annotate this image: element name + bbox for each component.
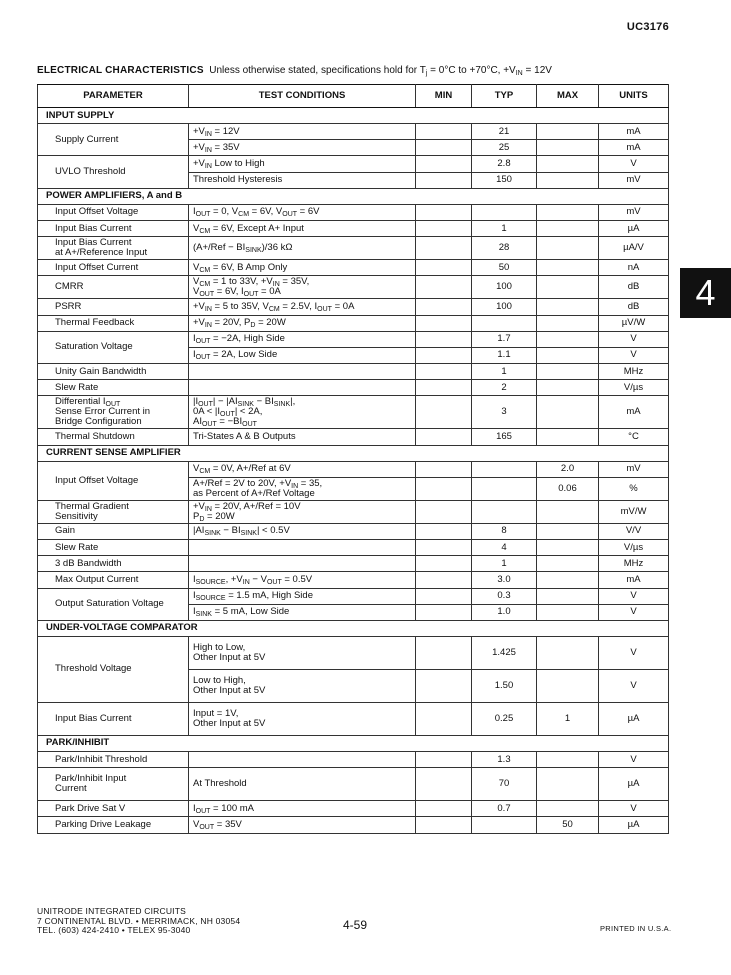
footer-street: 7 CONTINENTAL BLVD. • MERRIMACK, NH 03054: [37, 915, 241, 926]
table-row: [38, 237, 669, 260]
unit-cell: dB: [599, 299, 669, 315]
unit-cell: V: [599, 331, 669, 347]
unit-cell: MHz: [599, 364, 669, 380]
typ-cell: 1: [472, 556, 537, 572]
cond-cell: $(A+/Ref - BI_{SINK})/36$ kΩ: [189, 237, 416, 260]
param-cell: Park Drive Sat V: [38, 801, 189, 817]
cond-cell: $V_{CM} = 0V$, A+/Ref at 6V: [189, 461, 416, 477]
param-cell: Unity Gain Bandwidth: [38, 364, 189, 380]
section-row: [38, 108, 669, 124]
col-min: MIN: [416, 85, 472, 108]
section-title: INPUT SUPPLY: [38, 108, 669, 124]
unit-cell: V: [599, 801, 669, 817]
param-cell: Threshold Voltage: [38, 636, 189, 702]
section-title: CURRENT SENSE AMPLIFIER: [38, 445, 669, 461]
cond-cell: $I_{OUT} = -2A$, High Side: [189, 331, 416, 347]
page-number: 4-59: [343, 918, 368, 932]
unit-cell: °C: [599, 429, 669, 445]
param-cell: Saturation Voltage: [38, 331, 189, 363]
unit-cell: mV: [599, 461, 669, 477]
electrical-characteristics-table: [37, 84, 669, 834]
unit-cell: mA: [599, 572, 669, 588]
typ-cell: 0.7: [472, 801, 537, 817]
typ-cell: 2: [472, 380, 537, 396]
param-cell: UVLO Threshold: [38, 156, 189, 188]
typ-cell: 25: [472, 140, 537, 156]
col-max: MAX: [537, 85, 599, 108]
table-row: [38, 315, 669, 331]
typ-cell: 1: [472, 220, 537, 236]
typ-cell: 1.7: [472, 331, 537, 347]
table-row: [38, 523, 669, 539]
table-row: [38, 556, 669, 572]
part-number: UC3176: [626, 21, 669, 33]
section-title: PARK/INHIBIT: [38, 735, 669, 751]
section-row: [38, 188, 669, 204]
typ-cell: 21: [472, 124, 537, 140]
cond-cell: Threshold Hysteresis: [189, 172, 416, 188]
cond-cell: $+V_{IN} = 35V$: [189, 140, 416, 156]
param-cell: Slew Rate: [38, 380, 189, 396]
col-typ: TYP: [472, 85, 537, 108]
cond-cell: $|AI_{SINK} - BI_{SINK}| < 0.5V$: [189, 523, 416, 539]
table-row: [38, 636, 669, 669]
typ-cell: 1: [472, 364, 537, 380]
typ-cell: 100: [472, 299, 537, 315]
cond-cell: $I_{OUT} = 100$ mA: [189, 801, 416, 817]
typ-cell: 1.1: [472, 347, 537, 363]
unit-cell: V: [599, 669, 669, 702]
unit-cell: V/V: [599, 523, 669, 539]
param-cell: Park/Inhibit Threshold: [38, 751, 189, 767]
footer-address: [37, 907, 240, 936]
cond-cell: $+V_{IN} = 5$ to 35V, $V_{CM} = 2.5V$, $I_{OUT} = 0A$: [189, 299, 416, 315]
table-row: [38, 204, 669, 220]
typ-cell: 3: [472, 396, 537, 429]
cond-cell: Low to High, Other Input at 5V: [189, 669, 416, 702]
cond-cell: High to Low, Other Input at 5V: [189, 636, 416, 669]
typ-cell: 1.0: [472, 604, 537, 620]
param-cell: Park/Inhibit Input Current: [38, 768, 189, 801]
cond-cell: A+/Ref = 2V to 20V, $+V_{IN} = 35$, as Percent of A+/Ref Voltage: [189, 477, 416, 500]
col-units: UNITS: [599, 85, 669, 108]
table-row: [38, 572, 669, 588]
unit-cell: V: [599, 588, 669, 604]
table-row: [38, 331, 669, 347]
cond-cell: $V_{CM} = 6V$, Except A+ Input: [189, 220, 416, 236]
cond-cell: $V_{OUT} = 35V$: [189, 817, 416, 833]
unit-cell: V: [599, 156, 669, 172]
footer-company: UNITRODE INTEGRATED CIRCUITS: [37, 906, 187, 916]
param-cell: 3 dB Bandwidth: [38, 556, 189, 572]
section-title: POWER AMPLIFIERS, A and B: [38, 188, 669, 204]
param-cell: Gain: [38, 523, 189, 539]
param-cell: Input Offset Voltage: [38, 204, 189, 220]
section-title: UNDER-VOLTAGE COMPARATOR: [38, 620, 669, 636]
param-cell: Supply Current: [38, 124, 189, 156]
table-row: [38, 429, 669, 445]
unit-cell: nA: [599, 260, 669, 276]
unit-cell: V/µs: [599, 540, 669, 556]
table-row: [38, 156, 669, 172]
col-test-conditions: TEST CONDITIONS: [189, 85, 416, 108]
unit-cell: mA: [599, 124, 669, 140]
section-tab: 4: [680, 268, 731, 318]
param-cell: Input Bias Current at A+/Reference Input: [38, 237, 189, 260]
table-row: [38, 260, 669, 276]
heading-title: ELECTRICAL CHARACTERISTICS: [37, 65, 204, 76]
table-row: [38, 702, 669, 735]
unit-cell: V: [599, 636, 669, 669]
max-cell: 1: [537, 702, 599, 735]
unit-cell: V: [599, 347, 669, 363]
typ-cell: 2.8: [472, 156, 537, 172]
typ-cell: 1.425: [472, 636, 537, 669]
typ-cell: 3.0: [472, 572, 537, 588]
param-cell: Input Offset Current: [38, 260, 189, 276]
printed-notice: PRINTED IN U.S.A.: [600, 924, 672, 933]
param-cell: Input Bias Current: [38, 702, 189, 735]
table-row: [38, 540, 669, 556]
table-heading: [37, 65, 677, 76]
table-row: [38, 124, 669, 140]
max-cell: 50: [537, 817, 599, 833]
param-cell: Max Output Current: [38, 572, 189, 588]
param-cell: Input Bias Current: [38, 220, 189, 236]
cond-cell: $+V_{IN}$ Low to High: [189, 156, 416, 172]
unit-cell: dB: [599, 276, 669, 299]
typ-cell: 1.3: [472, 751, 537, 767]
table-row: [38, 276, 669, 299]
unit-cell: µA: [599, 702, 669, 735]
typ-cell: 165: [472, 429, 537, 445]
table-header-row: [38, 85, 669, 108]
unit-cell: µV/W: [599, 315, 669, 331]
param-cell: Slew Rate: [38, 540, 189, 556]
max-cell: 0.06: [537, 477, 599, 500]
heading-text: Unless otherwise stated, specifications hold for $T_j = 0^\circ C$ to +70°C, $+V_{IN} = 12V$: [209, 65, 552, 77]
max-cell: 2.0: [537, 461, 599, 477]
typ-cell: 50: [472, 260, 537, 276]
typ-cell: 4: [472, 540, 537, 556]
section-row: [38, 735, 669, 751]
unit-cell: mA: [599, 140, 669, 156]
section-row: [38, 445, 669, 461]
cond-cell: $+V_{IN} = 20V$, A+/Ref = 10V $P_D = 20W$: [189, 500, 416, 523]
param-cell: Differential $I_{OUT}$ Sense Error Current in Bridge Configuration: [38, 396, 189, 429]
typ-cell: 150: [472, 172, 537, 188]
table-row: [38, 588, 669, 604]
typ-cell: 8: [472, 523, 537, 539]
param-cell: Output Saturation Voltage: [38, 588, 189, 620]
cond-cell: $I_{OUT} = 2A$, Low Side: [189, 347, 416, 363]
unit-cell: µA: [599, 817, 669, 833]
section-row: [38, 620, 669, 636]
col-parameter: PARAMETER: [38, 85, 189, 108]
unit-cell: µA: [599, 768, 669, 801]
table-row: [38, 299, 669, 315]
param-cell: Input Offset Voltage: [38, 461, 189, 500]
cond-cell: $I_{SINK} = 5$ mA, Low Side: [189, 604, 416, 620]
cond-cell: $I_{SOURCE}$, $+V_{IN} - V_{OUT} = 0.5V$: [189, 572, 416, 588]
typ-cell: 0.3: [472, 588, 537, 604]
cond-cell: Input = 1V, Other Input at 5V: [189, 702, 416, 735]
unit-cell: V: [599, 604, 669, 620]
table-row: [38, 461, 669, 477]
cond-cell: $I_{SOURCE} = 1.5$ mA, High Side: [189, 588, 416, 604]
unit-cell: mV: [599, 172, 669, 188]
param-cell: PSRR: [38, 299, 189, 315]
unit-cell: mV/W: [599, 500, 669, 523]
typ-cell: 70: [472, 768, 537, 801]
typ-cell: 0.25: [472, 702, 537, 735]
table-row: [38, 380, 669, 396]
cond-cell: Tri-States A & B Outputs: [189, 429, 416, 445]
param-cell: Parking Drive Leakage: [38, 817, 189, 833]
table-row: [38, 768, 669, 801]
unit-cell: µA/V: [599, 237, 669, 260]
table-row: [38, 364, 669, 380]
cond-cell: $+V_{IN} = 12V$: [189, 124, 416, 140]
unit-cell: V/µs: [599, 380, 669, 396]
unit-cell: MHz: [599, 556, 669, 572]
table-row: [38, 396, 669, 429]
cond-cell: $+V_{IN} = 20V$, $P_D = 20W$: [189, 315, 416, 331]
param-cell: Thermal Feedback: [38, 315, 189, 331]
typ-cell: 28: [472, 237, 537, 260]
cond-cell: $V_{CM} = 6V$, B Amp Only: [189, 260, 416, 276]
unit-cell: V: [599, 751, 669, 767]
param-cell: CMRR: [38, 276, 189, 299]
unit-cell: mA: [599, 396, 669, 429]
cond-cell: $V_{CM} = 1$ to 33V, $+V_{IN} = 35V$, $V_{OUT} = 6V$, $I_{OUT} = 0A$: [189, 276, 416, 299]
table-row: [38, 220, 669, 236]
table-row: [38, 817, 669, 833]
table-row: [38, 500, 669, 523]
param-cell: Thermal Gradient Sensitivity: [38, 500, 189, 523]
unit-cell: mV: [599, 204, 669, 220]
table-row: [38, 801, 669, 817]
footer-phone: TEL. (603) 424-2410 • TELEX 95-3040: [37, 925, 191, 935]
cond-cell: $I_{OUT} = 0$, $V_{CM} = 6V$, $V_{OUT} = 6V$: [189, 204, 416, 220]
typ-cell: 1.50: [472, 669, 537, 702]
param-cell: Thermal Shutdown: [38, 429, 189, 445]
unit-cell: µA: [599, 220, 669, 236]
cond-cell: $|I_{OUT}| - |AI_{SINK} - BI_{SINK}|$, $0A < |I_{OUT}| < 2A$, $AI_{OUT} = -BI_{OUT}$: [189, 396, 416, 429]
cond-cell: At Threshold: [189, 768, 416, 801]
table-row: [38, 751, 669, 767]
typ-cell: 100: [472, 276, 537, 299]
unit-cell: %: [599, 477, 669, 500]
